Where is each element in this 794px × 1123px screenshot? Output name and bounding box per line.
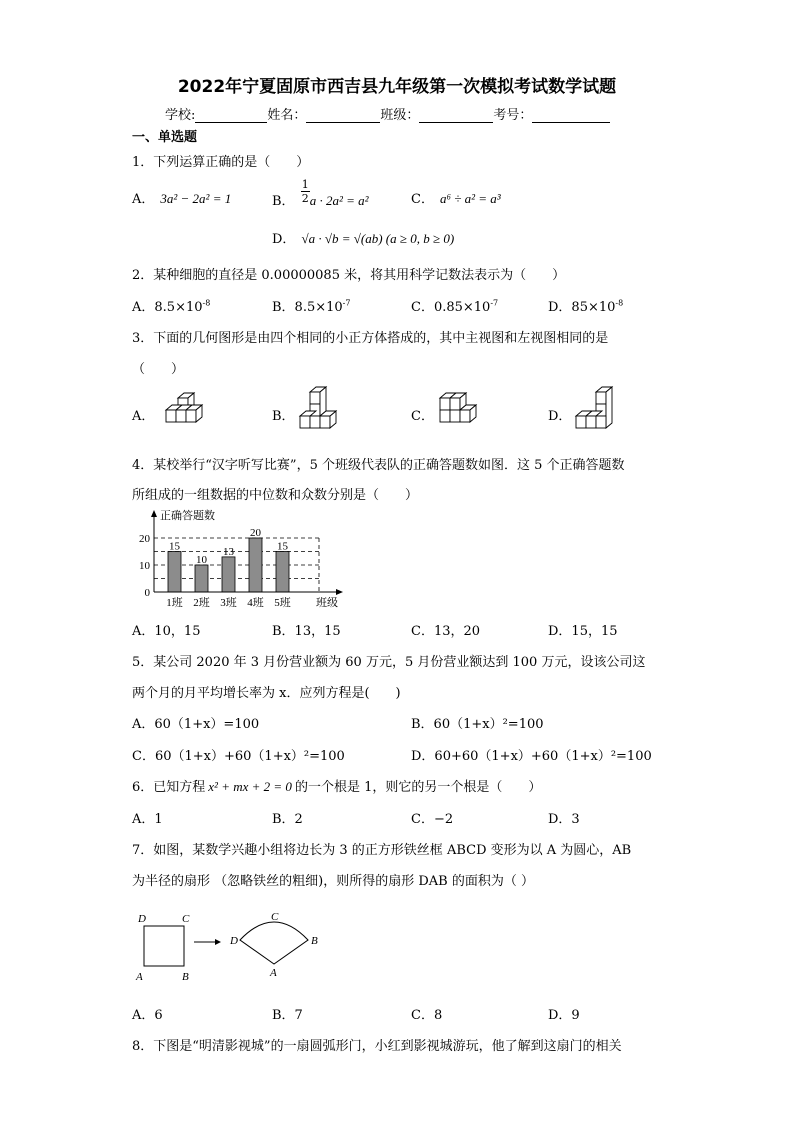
q2-stem: 2．某种细胞的直径是 0.00000085 米，将其用科学记数法表示为（ ）: [132, 268, 566, 283]
q4-stem-cont: 所组成的一组数据的中位数和众数分别是（ ）: [132, 488, 419, 503]
q6-stem: 6．已知方程 x² + mx + 2 = 0 的一个根是 1，则它的另一个根是（ ）: [132, 779, 542, 795]
exam-no-label: 考号：: [493, 108, 533, 123]
q8-stem: 8．下图是“明清影视城”的一扇圆弧形门，小红到影视城游玩，他了解到这扇门的相关: [132, 1039, 622, 1054]
chart-category-label: 2班: [193, 597, 210, 609]
q6-option-a[interactable]: A．1: [132, 812, 163, 827]
q2-option-a[interactable]: A．$8.5\times 10^{-8}$: [132, 298, 211, 315]
exam-no-blank[interactable]: [532, 108, 610, 123]
chart-data-label: 15: [277, 540, 288, 553]
chart-bar: [249, 538, 262, 592]
q7-square: [144, 926, 184, 966]
chart-ytick-label: 0: [144, 587, 150, 599]
chart-ylabel: 正确答题数: [160, 510, 215, 522]
q7-sector: [240, 922, 308, 964]
chart-ytick-label: 20: [139, 533, 150, 545]
svg-text:C: C: [271, 911, 279, 923]
q4-option-c[interactable]: C．13，20: [411, 624, 481, 639]
chart-data-label: 20: [250, 527, 261, 539]
chart-bar: [222, 557, 235, 592]
school-label: 学校:: [165, 108, 196, 123]
class-blank[interactable]: [419, 108, 493, 123]
q1-option-a[interactable]: A． 3a² − 2a² = 1: [132, 191, 232, 207]
q5-stem: 5．某公司 2020 年 3 月份营业额为 60 万元，5 月份营业额达到 100 万元，设该公司这: [132, 655, 646, 670]
q3-option-c[interactable]: C．: [411, 409, 434, 424]
q5-option-b[interactable]: B．60（1+x）²=100: [411, 717, 544, 732]
section-heading: 一、单选题: [132, 130, 198, 145]
student-info-line: [165, 104, 610, 123]
q6-option-d[interactable]: D．3: [548, 812, 580, 827]
q7-option-a[interactable]: A．6: [132, 1008, 163, 1023]
q5-option-d[interactable]: D．60+60（1+x）+60（1+x）²=100: [411, 749, 652, 764]
q4-option-d[interactable]: D．15，15: [548, 624, 618, 639]
q1-option-b[interactable]: B． $\frac{1}{2}$ a · 2a² = a²: [272, 178, 369, 209]
q7-arrow-head: [215, 939, 221, 945]
q3-cube-figure-a: [160, 390, 216, 434]
svg-text:B: B: [182, 971, 189, 983]
q7-stem-cont: 为半径的扇形 （忽略铁丝的粗细)，则所得的扇形 DAB 的面积为（ ）: [132, 874, 534, 889]
q4-option-b[interactable]: B．13，15: [272, 624, 341, 639]
q3-cube-figure-d: [572, 386, 622, 436]
q7-figure: [132, 906, 332, 990]
q4-option-a[interactable]: A．10，15: [132, 624, 201, 639]
chart-bar: [195, 565, 208, 592]
q6-option-b[interactable]: B．2: [272, 812, 303, 827]
svg-text:A: A: [270, 967, 277, 979]
school-blank[interactable]: [195, 108, 267, 123]
svg-text:A: A: [136, 971, 143, 983]
q2-option-b[interactable]: B．$8.5\times 10^{-7}$: [272, 298, 351, 315]
q3-stem: 3．下面的几何图形是由四个相同的小正方体搭成的，其中主视图和左视图相同的是: [132, 331, 609, 346]
chart-ytick-label: 10: [139, 560, 150, 572]
q6-option-c[interactable]: C．−2: [411, 812, 454, 827]
name-blank[interactable]: [306, 108, 380, 123]
q4-stem: 4．某校举行“汉字听写比赛”，5 个班级代表队的正确答题数如图．这 5 个正确答题数: [132, 458, 625, 473]
name-label: 姓名：: [267, 108, 307, 123]
q1-option-c[interactable]: C． a⁶ ÷ a² = a³: [411, 191, 501, 207]
q3-option-b[interactable]: B．: [272, 409, 295, 424]
svg-text:C: C: [182, 913, 190, 925]
class-label: 班级：: [380, 108, 420, 123]
chart-data-label: 13: [223, 545, 234, 558]
chart-data-label: 15: [169, 540, 180, 553]
q2-option-d[interactable]: D．$85\times 10^{-8}$: [548, 298, 624, 315]
svg-text:D: D: [230, 935, 238, 947]
q5-stem-cont: 两个月的月平均增长率为 x．应列方程是( ): [132, 686, 401, 701]
chart-x-axis-arrow: [336, 589, 343, 595]
q1-option-d[interactable]: D． √a · √b = √(ab) (a ≥ 0, b ≥ 0): [272, 231, 455, 247]
svg-text:B: B: [311, 935, 318, 947]
chart-bar: [276, 552, 289, 593]
q3-cube-figure-b: [296, 386, 340, 436]
chart-category-label: 1班: [166, 597, 183, 609]
q7-option-d[interactable]: D．9: [548, 1008, 580, 1023]
svg-text:D: D: [138, 913, 146, 925]
q1-b-fraction: $\frac{1}{2}$: [301, 178, 309, 205]
q7-option-b[interactable]: B．7: [272, 1008, 303, 1023]
q3-cube-figure-c: [432, 390, 482, 434]
chart-category-label: 5班: [274, 597, 291, 609]
q5-option-a[interactable]: A．60（1+x）=100: [132, 717, 260, 732]
chart-category-label: 3班: [220, 597, 237, 609]
q1-stem: 1．下列运算正确的是（ ）: [132, 155, 310, 170]
bar-chart: [134, 506, 364, 612]
q3-option-d[interactable]: D．: [548, 409, 572, 424]
q7-option-c[interactable]: C．8: [411, 1008, 443, 1023]
chart-y-axis-arrow: [151, 510, 157, 517]
chart-bar: [168, 552, 181, 593]
q5-option-c[interactable]: C．60（1+x）+60（1+x）²=100: [132, 749, 345, 764]
q6-equation: x² + mx + 2 = 0: [208, 779, 292, 794]
chart-xlabel: 班级: [316, 597, 338, 609]
page-title: 2022年宁夏固原市西吉县九年级第一次模拟考试数学试题: [177, 77, 617, 97]
q2-option-c[interactable]: C．$0.85\times 10^{-7}$: [411, 298, 499, 315]
q3-option-a[interactable]: A．: [132, 409, 155, 424]
chart-category-label: 4班: [247, 597, 264, 609]
chart-data-label: 10: [196, 554, 207, 566]
q7-stem: 7．如图，某数学兴趣小组将边长为 3 的正方形铁丝框 ABCD 变形为以 A 为圆心，AB: [132, 843, 632, 858]
q3-stem-cont: （ ）: [132, 362, 185, 377]
